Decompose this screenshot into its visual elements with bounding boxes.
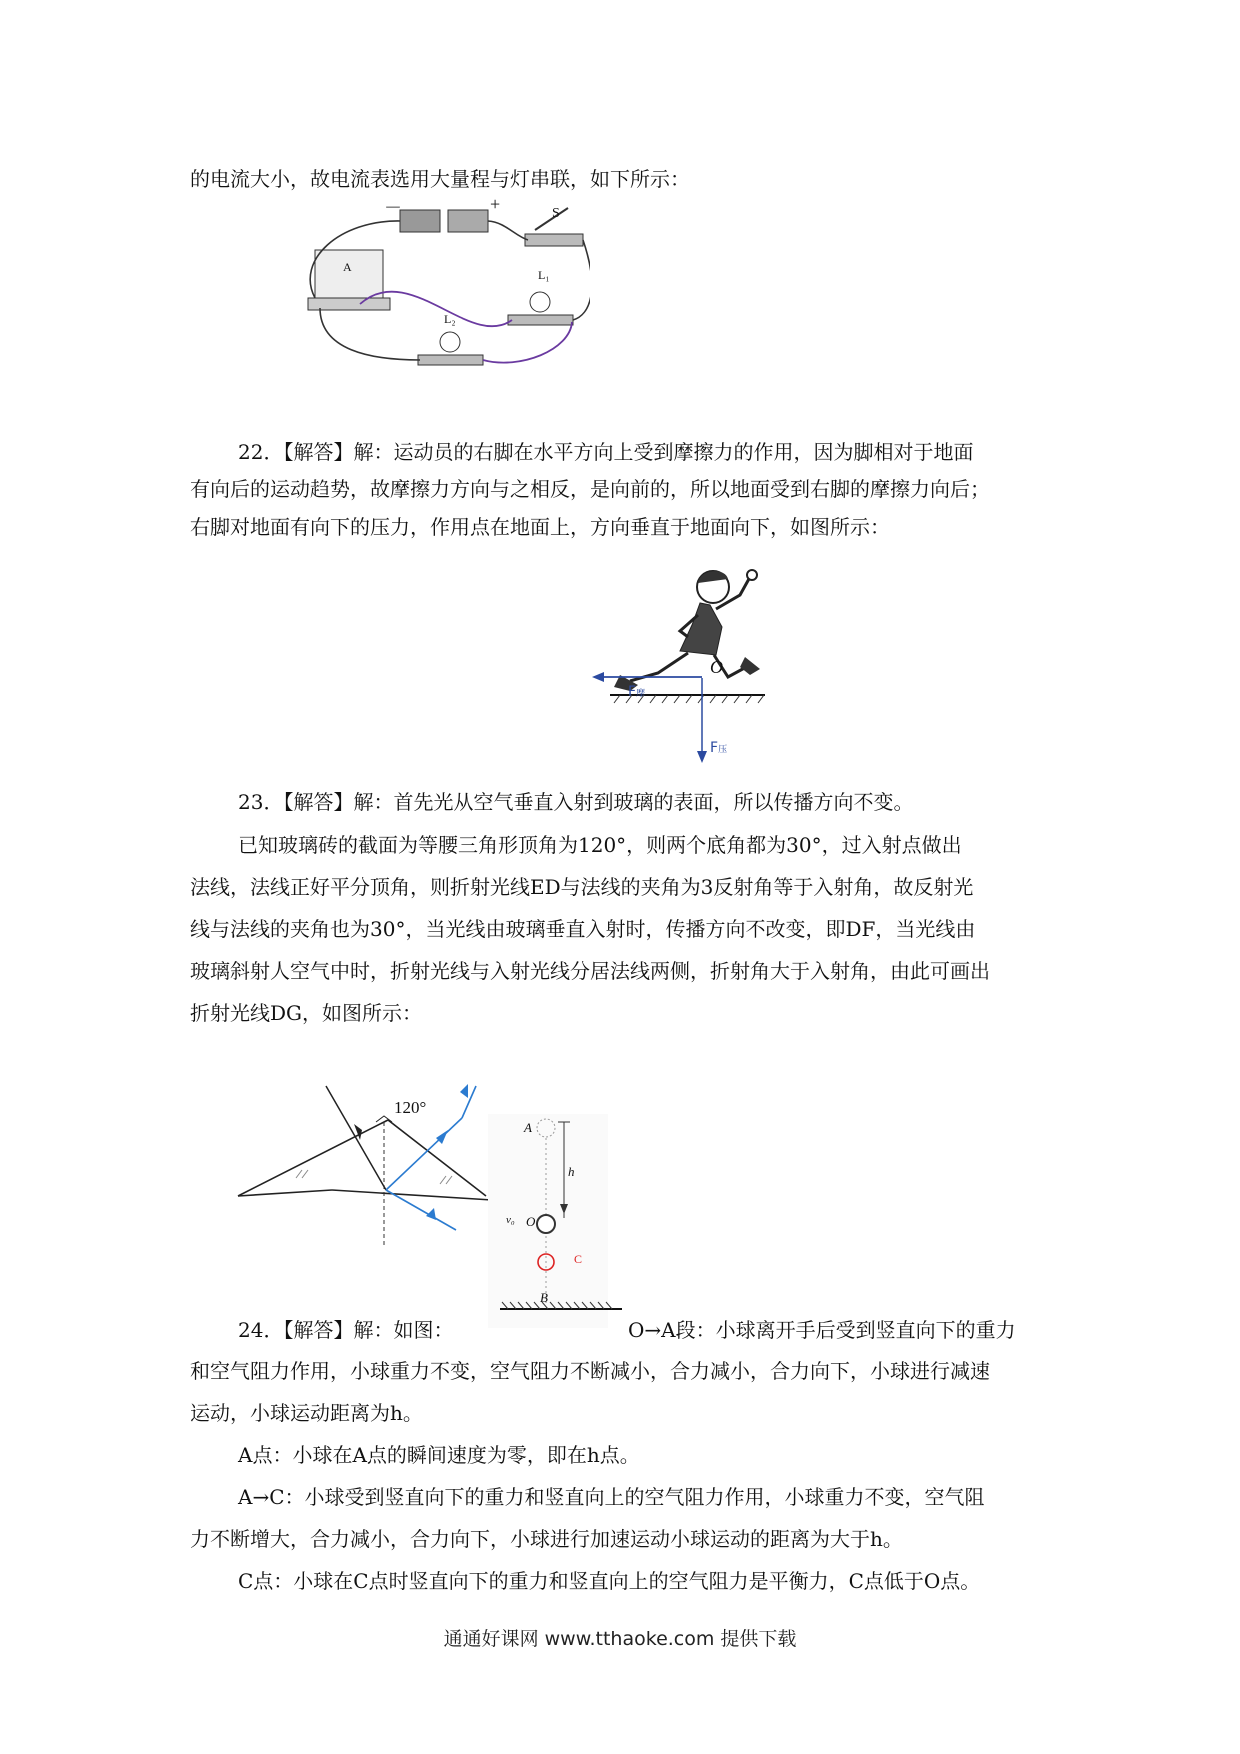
velocity-label: v₀	[506, 1214, 515, 1226]
lamp1-label: L₁	[538, 268, 550, 282]
text-line: 法线，法线正好平分顶角，则折射光线ED与法线的夹角为3反射角等于入射角，故反射光	[190, 875, 974, 899]
pressure-force-label	[710, 740, 727, 756]
friction-force-label	[628, 684, 645, 700]
text-line: 有向后的运动趋势，故摩擦力方向与之相反，是向前的，所以地面受到右脚的摩擦力向后；	[190, 477, 990, 501]
friction-f: F	[628, 684, 637, 700]
text-line: C点：小球在C点时竖直向下的重力和竖直向上的空气阻力是平衡力，C点低于O点。	[238, 1569, 981, 1593]
text-line: 22．【解答】解：运动员的右脚在水平方向上受到摩擦力的作用，因为脚相对于地面	[238, 440, 974, 464]
friction-sub: 摩	[636, 689, 646, 699]
ammeter-label: A	[343, 260, 352, 274]
text-line: 和空气阻力作用，小球重力不变，空气阻力不断减小，合力减小，合力向下，小球进行减速	[190, 1359, 990, 1383]
lamp2-label: L₂	[444, 312, 456, 326]
text-line: A→C：小球受到竖直向下的重力和竖直向上的空气阻力作用，小球重力不变，空气阻	[238, 1485, 985, 1509]
page-footer: 通通好课网 www.tthaoke.com 提供下载	[443, 1628, 797, 1650]
circuit-diagram	[300, 194, 590, 380]
text-line: 右脚对地面有向下的压力，作用点在地面上，方向垂直于地面向下，如图所示：	[190, 515, 890, 539]
prism-light-diagram	[236, 1080, 496, 1250]
friction-arrow	[590, 665, 702, 685]
switch-label: S	[552, 206, 560, 221]
pressure-f: F	[710, 740, 719, 756]
text-line: 的电流大小，故电流表选用大量程与灯串联，如下所示：	[190, 167, 690, 191]
text-line: O→A段：小球离开手后受到竖直向下的重力	[628, 1318, 1016, 1342]
point-o-label: O	[526, 1214, 536, 1229]
battery-plus-label: +	[490, 194, 501, 214]
text-line: 折射光线DG，如图所示：	[190, 1001, 423, 1025]
point-b-label: B	[540, 1290, 548, 1305]
text-line: 运动，小球运动距离为h。	[190, 1401, 423, 1425]
text-line: 23．【解答】解：首先光从空气垂直入射到玻璃的表面，所以传播方向不变。	[238, 790, 914, 814]
battery-minus-label: －	[384, 198, 402, 218]
text-line: A点：小球在A点的瞬间速度为零，即在h点。	[238, 1443, 640, 1467]
ball-motion-diagram	[488, 1114, 628, 1328]
apex-angle-label: 120°	[394, 1098, 427, 1117]
pressure-sub: 压	[718, 745, 728, 755]
text-line: 已知玻璃砖的截面为等腰三角形顶角为120°，则两个底角都为30°，过入射点做出	[238, 833, 962, 857]
text-line: 玻璃斜射人空气中时，折射光线与入射光线分居法线两侧，折射角大于入射角，由此可画出	[190, 959, 990, 983]
point-a-label: A	[524, 1120, 532, 1135]
q24-prefix: 24．【解答】解：如图：	[238, 1318, 454, 1342]
point-c-label: C	[574, 1252, 583, 1266]
point-o-label: O	[710, 657, 723, 677]
height-h-label: h	[568, 1164, 575, 1179]
text-line: 线与法线的夹角也为30°，当光线由玻璃垂直入射时，传播方向不改变，即DF，当光线由	[190, 917, 976, 941]
text-line: 力不断增大，合力减小，合力向下，小球进行加速运动小球运动的距离为大于h。	[190, 1527, 903, 1551]
